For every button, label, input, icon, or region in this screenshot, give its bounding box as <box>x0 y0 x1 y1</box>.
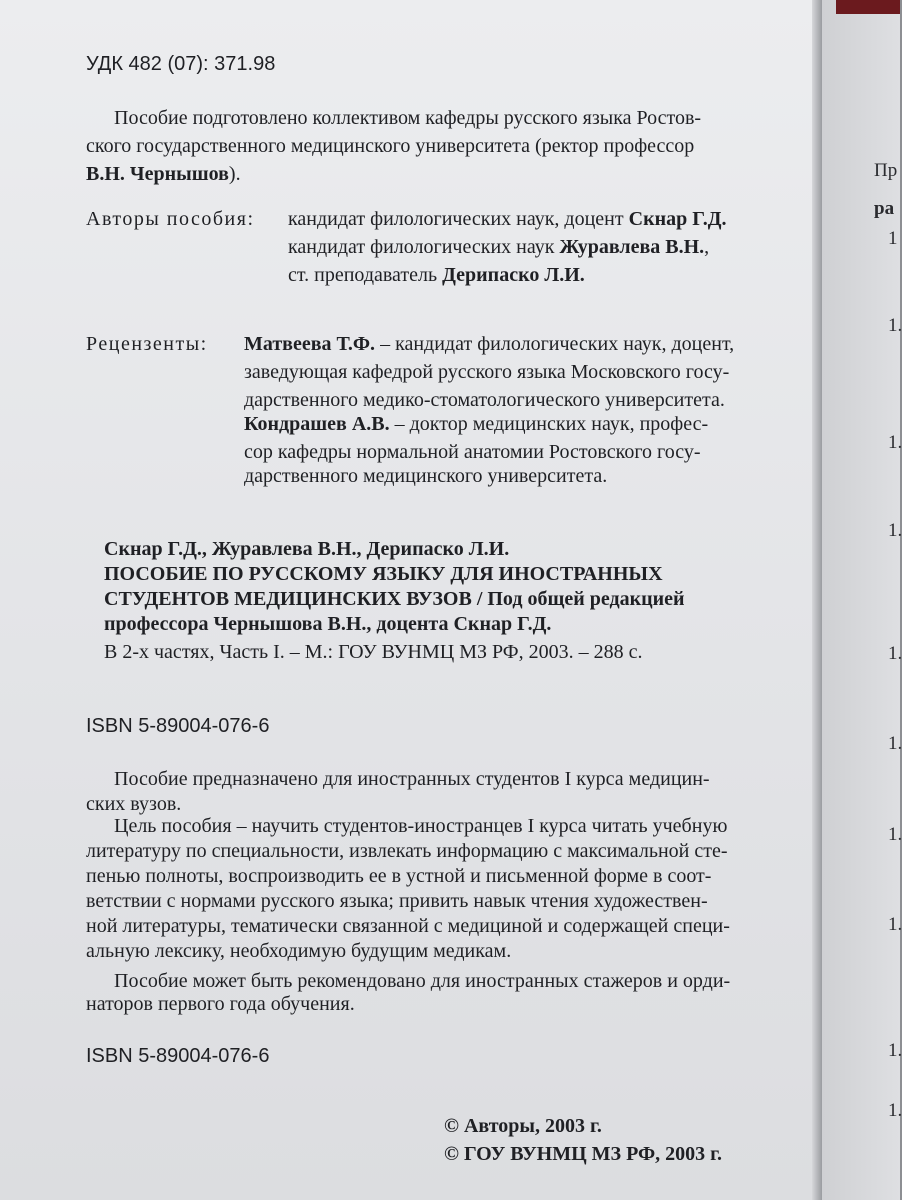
facing-number: 1. <box>888 315 902 336</box>
reviewer-line: дарственного медико-стоматологического университета. <box>244 389 725 411</box>
reviewer-line: заведующая кафедрой русского языка Московского госу- <box>244 361 730 383</box>
rector-name: В.Н. Чернышов <box>86 163 229 185</box>
reviewer-line: Кондрашев А.В. – доктор медицинских наук, профес- <box>244 413 709 435</box>
facing-number: 1. <box>888 432 902 453</box>
reviewer-name: Кондрашев А.В. <box>244 413 390 435</box>
author-line: кандидат филологических наук Журавлева В.Н., <box>288 236 710 258</box>
intro-line: Пособие подготовлено коллективом кафедры русского языка Ростов- <box>114 107 702 129</box>
description-line: ских вузов. <box>86 793 182 815</box>
facing-number: 1. <box>888 824 902 845</box>
description-line: Пособие может быть рекомендовано для иностранных стажеров и орди- <box>114 970 731 992</box>
book-cover-corner <box>836 0 900 14</box>
isbn-bottom: ISBN 5-89004-076-6 <box>86 1045 270 1067</box>
intro-line: ского государственного медицинского университета (ректор профессор <box>86 135 695 157</box>
facing-text: ра <box>874 198 895 219</box>
reviewer-line: дарственного медицинского университета. <box>244 465 608 487</box>
description-line: Пособие предназначено для иностранных студентов I курса медицин- <box>114 768 710 790</box>
book-gutter <box>812 0 822 1200</box>
facing-number: 1. <box>888 733 902 754</box>
description-line: наторов первого года обучения. <box>86 993 355 1015</box>
description-line: ветствии с нормами русского языка; привить навык чтения художествен- <box>86 890 708 912</box>
copyright-authors: © Авторы, 2003 г. <box>444 1115 602 1137</box>
facing-number: 1. <box>888 520 902 541</box>
facing-page <box>822 0 900 1200</box>
description-line: Цель пособия – научить студентов-иностранцев I курса читать учебную <box>114 815 728 837</box>
author-line: ст. преподаватель Дерипаско Л.И. <box>288 264 585 286</box>
reviewer-line: сор кафедры нормальной анатомии Ростовского госу- <box>244 441 701 463</box>
author-name: Журавлева В.Н. <box>559 236 705 258</box>
isbn-top: ISBN 5-89004-076-6 <box>86 715 270 737</box>
facing-number: 1. <box>888 914 902 935</box>
intro-line: В.Н. Чернышов). <box>86 163 241 185</box>
copyright-publisher: © ГОУ ВУНМЦ МЗ РФ, 2003 г. <box>444 1143 722 1165</box>
reviewer-name: Матвеева Т.Ф. <box>244 333 376 355</box>
facing-number: 1 <box>888 228 898 249</box>
facing-number: 1. <box>888 1040 902 1061</box>
biblio-imprint: В 2-х частях, Часть I. – М.: ГОУ ВУНМЦ МЗ РФ, 2003. – 288 с. <box>104 641 643 663</box>
udk-code: УДК 482 (07): 371.98 <box>86 53 276 75</box>
description-line: литературу по специальности, извлекать информацию с максимальной сте- <box>86 840 728 862</box>
facing-text: Пр <box>874 160 898 181</box>
biblio-title: ПОСОБИЕ ПО РУССКОМУ ЯЗЫКУ ДЛЯ ИНОСТРАННЫХ <box>104 563 663 585</box>
biblio-authors: Скнар Г.Д., Журавлева В.Н., Дерипаско Л.И. <box>104 538 510 560</box>
description-line: пенью полноты, воспроизводить ее в устной и письменной форме в соот- <box>86 865 712 887</box>
facing-number: 1. <box>888 643 902 664</box>
description-line: альную лексику, необходимую будущим медикам. <box>86 940 512 962</box>
reviewer-line: Матвеева Т.Ф. – кандидат филологических наук, доцент, <box>244 333 735 355</box>
description-line: ной литературы, тематически связанной с медициной и содержащей специ- <box>86 915 730 937</box>
biblio-title: СТУДЕНТОВ МЕДИЦИНСКИХ ВУЗОВ / Под общей редакцией <box>104 588 685 610</box>
author-line: кандидат филологических наук, доцент Скнар Г.Д. <box>288 208 727 230</box>
facing-number: 1. <box>888 1100 902 1121</box>
author-name: Дерипаско Л.И. <box>442 264 585 286</box>
authors-label: Авторы пособия: <box>86 208 255 230</box>
author-name: Скнар Г.Д. <box>628 208 727 230</box>
biblio-editors: профессора Чернышова В.Н., доцента Скнар Г.Д. <box>104 613 552 635</box>
reviewers-label: Рецензенты: <box>86 333 208 355</box>
